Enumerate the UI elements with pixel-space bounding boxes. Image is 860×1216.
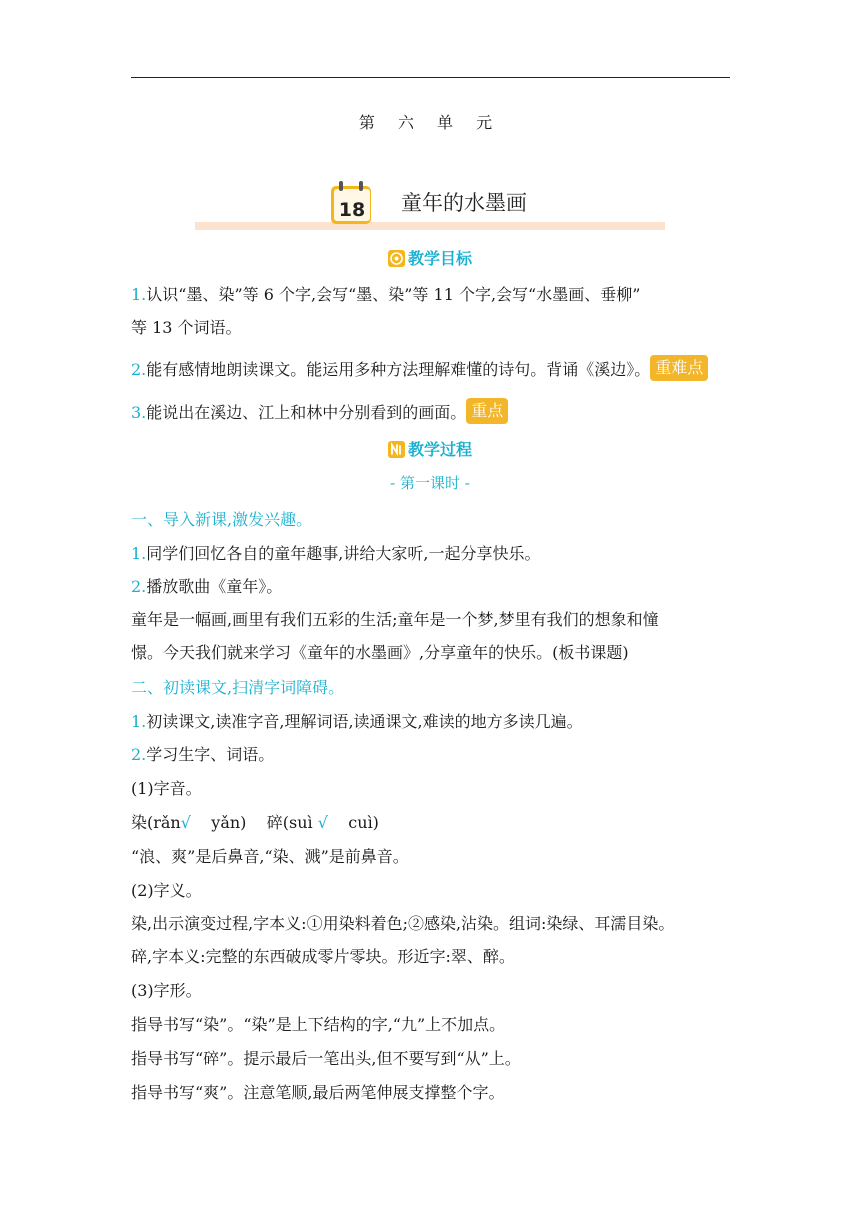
check-icon: √ xyxy=(180,813,191,832)
shape-2: 指导书写“碎”。提示最后一笔出头,但不要写到“从”上。 xyxy=(131,1049,521,1068)
part1-paragraph-line1: 童年是一幅画,画里有我们五彩的生活;童年是一个梦,梦里有我们的想象和憧 xyxy=(131,610,659,629)
sub-meaning: (2)字义。 xyxy=(131,881,202,900)
part1-heading: 一、导入新课,激发兴趣。 xyxy=(131,510,313,529)
process-heading: 教学过程 xyxy=(407,440,472,459)
shape-1: 指导书写“染”。“染”是上下结构的字,“九”上不加点。 xyxy=(131,1015,506,1034)
check-icon: √ xyxy=(317,813,328,832)
objective-2: 2.能有感情地朗读课文。能运用多种方法理解难懂的诗句。背诵《溪边》。 重难点 xyxy=(131,355,708,381)
meaning-1: 染,出示演变过程,字本义:①用染料着色;②感染,沾染。组词:染绿、耳濡目染。 xyxy=(131,914,675,933)
period-label: - 第一课时 - xyxy=(390,474,470,492)
pronunciation-line: 染(rǎn√ yǎn) 碎(suì √ cuì) xyxy=(131,813,379,832)
lesson-number: 18 xyxy=(338,199,366,221)
part2-item-2: 2.学习生字、词语。 xyxy=(131,745,275,764)
unit-title: 第 六 单 元 xyxy=(358,113,502,132)
objective-1: 1.认识“墨、染”等 6 个字,会写“墨、染”等 11 个字,会写“水墨画、垂柳” xyxy=(131,285,641,304)
nasal-note: “浪、爽”是后鼻音,“染、溅”是前鼻音。 xyxy=(131,847,409,866)
calendar-badge-icon xyxy=(329,180,373,226)
lesson-underline xyxy=(195,222,665,230)
shape-3: 指导书写“爽”。注意笔顺,最后两笔伸展支撑整个字。 xyxy=(131,1083,505,1102)
objective-3: 3.能说出在溪边、江上和林中分别看到的画面。 重点 xyxy=(131,398,508,424)
objectives-heading-row xyxy=(0,246,860,269)
target-icon xyxy=(388,250,405,267)
key-difficulty-tag: 重难点 xyxy=(650,355,708,381)
objectives-heading: 教学目标 xyxy=(407,249,472,268)
part1-item-1: 1.同学们回忆各自的童年趣事,讲给大家听,一起分享快乐。 xyxy=(131,544,541,563)
part2-item-1: 1.初读课文,读准字音,理解词语,读通课文,难读的地方多读几遍。 xyxy=(131,712,583,731)
objective-1-cont: 等 13 个词语。 xyxy=(131,318,242,337)
part1-paragraph-line2: 憬。今天我们就来学习《童年的水墨画》,分享童年的快乐。(板书课题) xyxy=(131,643,629,662)
meaning-2: 碎,字本义:完整的东西破成零片零块。形近字:翠、醉。 xyxy=(131,947,515,966)
lesson-header xyxy=(195,178,665,232)
part2-heading: 二、初读课文,扫清字词障碍。 xyxy=(131,678,345,697)
sub-shape: (3)字形。 xyxy=(131,981,202,1000)
sub-pronunciation: (1)字音。 xyxy=(131,779,202,798)
key-point-tag: 重点 xyxy=(466,398,508,424)
process-icon xyxy=(388,441,405,458)
process-heading-row xyxy=(0,437,860,460)
part1-item-2: 2.播放歌曲《童年》。 xyxy=(131,577,283,596)
lesson-title: 童年的水墨画 xyxy=(401,191,527,215)
top-rule xyxy=(131,77,730,78)
